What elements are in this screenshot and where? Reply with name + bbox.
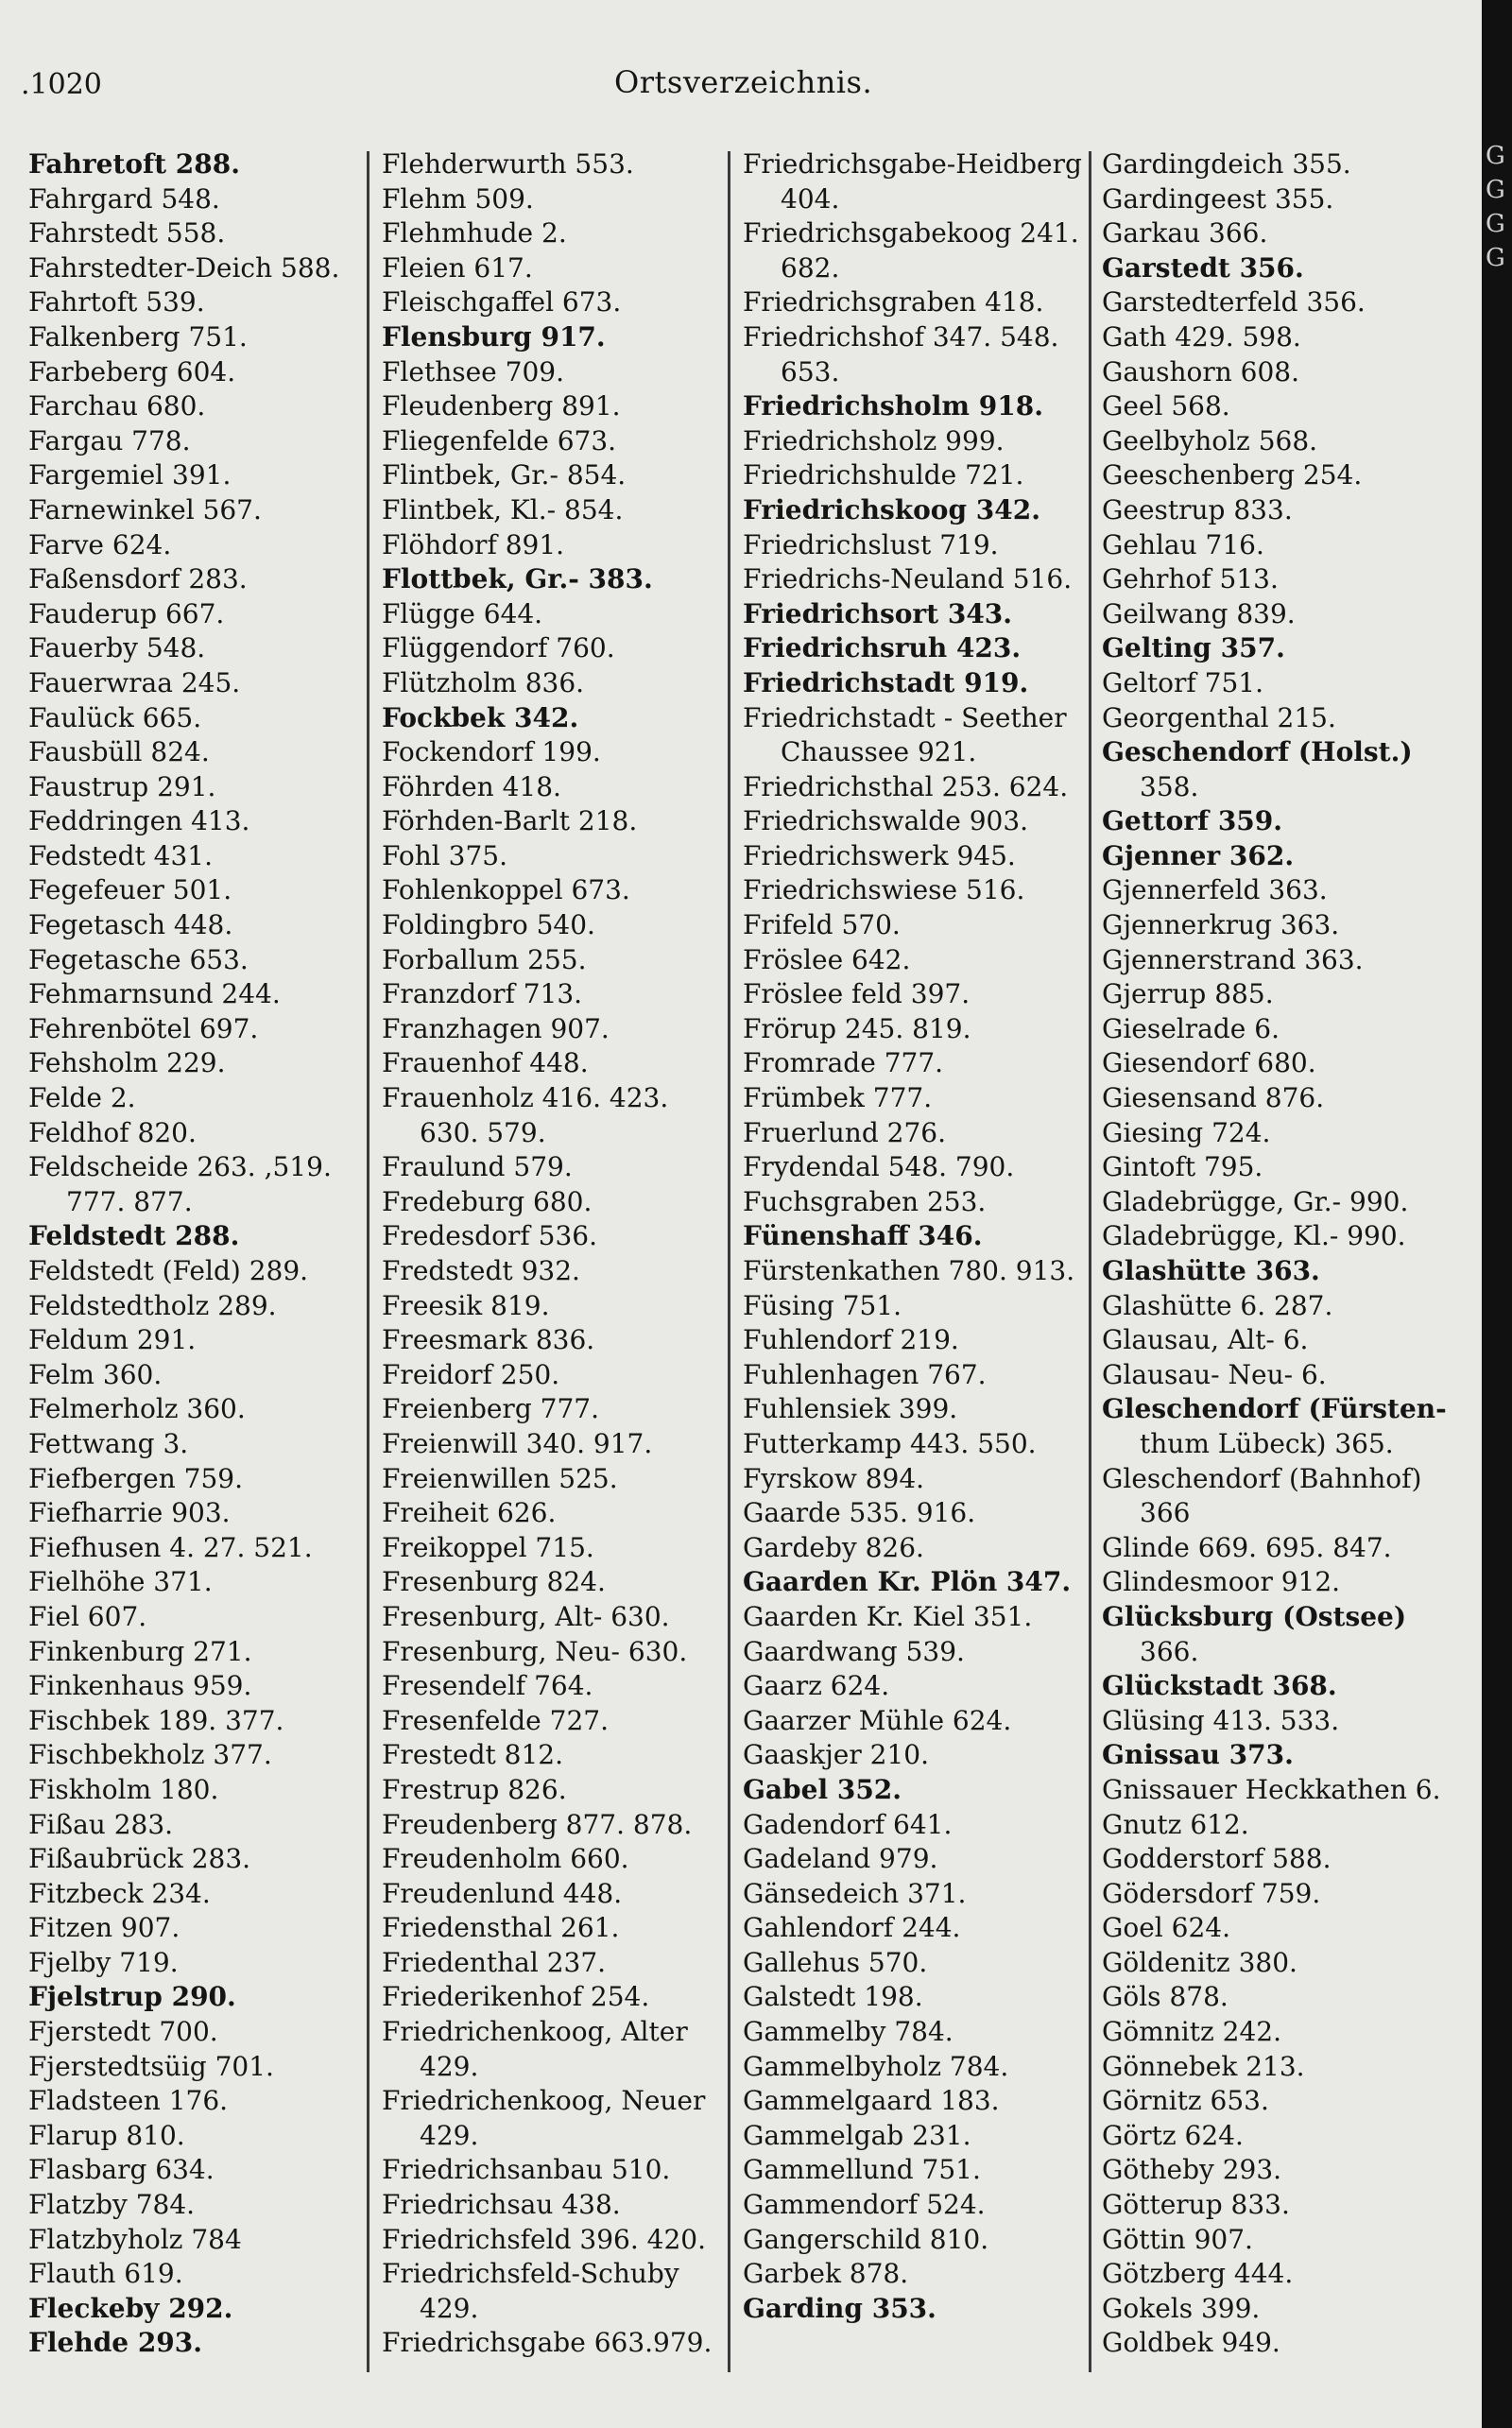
adjacent-page-edge xyxy=(1482,0,1512,2428)
index-entry: Feldhof 820. xyxy=(28,1116,197,1148)
index-entry: Gjennerfeld 363. xyxy=(1102,874,1328,906)
index-entry-continuation: Chaussee 921. xyxy=(781,736,977,768)
index-entry-continuation: 429. xyxy=(420,2292,479,2324)
index-entry: Flöhdorf 891. xyxy=(382,528,565,560)
index-entry: Falkenberg 751. xyxy=(28,320,248,353)
index-entry: Fleien 617. xyxy=(382,251,533,284)
index-entry: Gänsedeich 371. xyxy=(743,1877,967,1909)
index-entry: Feldstedtholz 289. xyxy=(28,1289,277,1321)
index-entry: Fleckeby 292. xyxy=(28,2292,233,2324)
index-entry: Gintoft 795. xyxy=(1102,1151,1263,1183)
edge-letter: G xyxy=(1486,176,1505,204)
index-entry: Freienwillen 525. xyxy=(382,1462,618,1494)
index-entry: Flehde 293. xyxy=(28,2327,203,2359)
index-entry: Franzhagen 907. xyxy=(382,1012,610,1044)
index-entry: Fausbüll 824. xyxy=(28,736,210,768)
index-entry: Fahrstedter-Deich 588. xyxy=(28,251,340,284)
index-entry: Flützholm 836. xyxy=(382,666,585,698)
index-entry: Gaarden Kr. Kiel 351. xyxy=(743,1600,1033,1632)
index-entry: Gleschendorf (Fürsten- xyxy=(1102,1393,1447,1425)
index-entry: Friedrichsgabe-Heidberg xyxy=(743,148,1082,180)
index-entry: Felm 360. xyxy=(28,1358,163,1390)
index-entry: Fresenburg, Alt- 630. xyxy=(382,1600,670,1632)
index-entry: Gjennerstrand 363. xyxy=(1102,943,1364,975)
index-entry: Giesing 724. xyxy=(1102,1116,1271,1148)
index-entry: Fischbek 189. 377. xyxy=(28,1704,284,1736)
edge-letter: G xyxy=(1486,210,1505,238)
index-entry: Görnitz 653. xyxy=(1102,2085,1269,2117)
index-entry: Fyrskow 894. xyxy=(743,1462,925,1494)
index-entry: Flintbek, Gr.- 854. xyxy=(382,459,627,491)
index-entry: Flehmhude 2. xyxy=(382,217,567,250)
index-entry: Finkenburg 271. xyxy=(28,1635,252,1667)
index-entry: Gaarzer Mühle 624. xyxy=(743,1704,1012,1736)
index-entry: Friedrichenkoog, Neuer xyxy=(382,2085,706,2117)
index-entry: Friedrichskoog 342. xyxy=(743,493,1040,525)
index-entry: Gelting 357. xyxy=(1102,632,1285,664)
index-entry: Friedrichsfeld-Schuby xyxy=(382,2258,679,2290)
index-entry: Feldstedt (Feld) 289. xyxy=(28,1255,309,1286)
index-entry: Felde 2. xyxy=(28,1082,136,1114)
index-entry: Glückstadt 368. xyxy=(1102,1670,1337,1702)
index-entry: Goel 624. xyxy=(1102,1912,1230,1944)
index-entry: Flehderwurth 553. xyxy=(382,148,634,180)
column-divider xyxy=(728,151,730,2372)
index-entry: Gallehus 570. xyxy=(743,1946,928,1978)
index-entry: Flensburg 917. xyxy=(382,320,606,353)
index-entry: Friedrichstadt 919. xyxy=(743,666,1029,698)
index-entry: Fohlenkoppel 673. xyxy=(382,874,630,906)
index-entry: Freikoppel 715. xyxy=(382,1531,594,1563)
index-entry: Georgenthal 215. xyxy=(1102,701,1336,733)
index-entry: Friedensthal 261. xyxy=(382,1912,620,1944)
index-entry: Friedrichsgraben 418. xyxy=(743,286,1044,319)
index-entry: Gath 429. 598. xyxy=(1102,320,1301,353)
index-entry: Gjennerkrug 363. xyxy=(1102,909,1340,941)
index-entry: Frydendal 548. 790. xyxy=(743,1151,1015,1183)
index-entry: Fielhöhe 371. xyxy=(28,1566,213,1598)
index-entry: Frauenhof 448. xyxy=(382,1047,589,1079)
index-entry: Flügge 644. xyxy=(382,597,543,629)
index-entry: Friedrichsholm 918. xyxy=(743,390,1043,422)
index-entry: Görtz 624. xyxy=(1102,2119,1244,2151)
index-entry: Götzberg 444. xyxy=(1102,2258,1294,2290)
index-entry: Fehrenbötel 697. xyxy=(28,1012,259,1044)
index-entry: Gladebrügge, Kl.- 990. xyxy=(1102,1220,1406,1252)
index-entry: Gaarden Kr. Plön 347. xyxy=(743,1566,1072,1598)
index-entry: Fleischgaffel 673. xyxy=(382,286,622,319)
index-entry: Fliegenfelde 673. xyxy=(382,424,617,456)
index-entry: Götterup 833. xyxy=(1102,2189,1290,2221)
index-entry: Flatzby 784. xyxy=(28,2189,196,2221)
index-entry: Geel 568. xyxy=(1102,390,1230,422)
edge-letter: G xyxy=(1486,142,1505,170)
index-entry: Fröslee feld 397. xyxy=(743,978,971,1010)
index-entry: Felmerholz 360. xyxy=(28,1393,246,1425)
index-entry: Fettwang 3. xyxy=(28,1427,189,1459)
index-entry: Gönnebek 213. xyxy=(1102,2050,1305,2082)
index-entry: Glücksburg (Ostsee) xyxy=(1102,1600,1407,1632)
index-entry: Geltorf 751. xyxy=(1102,666,1263,698)
index-entry: Faßensdorf 283. xyxy=(28,563,248,595)
index-entry-continuation: 630. 579. xyxy=(420,1116,546,1148)
index-entry: Frörup 245. 819. xyxy=(743,1012,971,1044)
index-entry: Friedrichsgabekoog 241. xyxy=(743,217,1079,250)
index-entry: Fröslee 642. xyxy=(743,943,911,975)
index-entry: Gehrhof 513. xyxy=(1102,563,1279,595)
index-entry: Gammelgaard 183. xyxy=(743,2085,1000,2117)
index-entry: Farnewinkel 567. xyxy=(28,493,262,525)
index-entry: Göls 878. xyxy=(1102,1981,1228,2013)
index-entry: Gettorf 359. xyxy=(1102,805,1283,837)
index-entry-continuation: 653. xyxy=(781,355,840,387)
page-number: .1020 xyxy=(21,68,102,101)
index-entry: Godderstorf 588. xyxy=(1102,1843,1332,1875)
edge-letter: G xyxy=(1486,244,1505,272)
index-entry: Fjerstedtsüig 701. xyxy=(28,2050,274,2082)
index-entry: Glausau, Alt- 6. xyxy=(1102,1324,1309,1356)
index-entry: Föhrden 418. xyxy=(382,770,561,802)
index-column-4 xyxy=(1102,147,1480,2397)
index-entry: Friedrichsfeld 396. 420. xyxy=(382,2223,706,2255)
index-entry: Gardeby 826. xyxy=(743,1531,924,1563)
index-entry: Glausau- Neu- 6. xyxy=(1102,1358,1327,1390)
index-entry: Freesik 819. xyxy=(382,1289,550,1321)
index-entry: Glashütte 363. xyxy=(1102,1255,1320,1286)
index-entry: Gnissauer Heckkathen 6. xyxy=(1102,1773,1441,1805)
index-entry: Gabel 352. xyxy=(743,1773,902,1805)
index-entry-continuation: 366 xyxy=(1140,1497,1191,1529)
index-entry: Giesendorf 680. xyxy=(1102,1047,1316,1079)
index-entry: Fahrgard 548. xyxy=(28,182,220,215)
index-entry: Frestrup 826. xyxy=(382,1773,567,1805)
index-entry: Fürstenkathen 780. 913. xyxy=(743,1255,1075,1286)
index-entry: Fresenburg, Neu- 630. xyxy=(382,1635,688,1667)
index-entry: Fuchsgraben 253. xyxy=(743,1185,987,1217)
index-entry: Fohl 375. xyxy=(382,839,507,871)
index-entry: Friederikenhof 254. xyxy=(382,1981,650,2013)
index-entry: Gladebrügge, Gr.- 990. xyxy=(1102,1185,1409,1217)
index-entry: Friedrichsthal 253. 624. xyxy=(743,770,1069,802)
index-entry: Forballum 255. xyxy=(382,943,587,975)
index-entry: Finkenhaus 959. xyxy=(28,1670,252,1702)
index-entry: Geelbyholz 568. xyxy=(1102,424,1318,456)
index-entry-continuation: 429. xyxy=(420,2050,479,2082)
index-entry: Gammelbyholz 784. xyxy=(743,2050,1009,2082)
index-entry: Gieselrade 6. xyxy=(1102,1012,1280,1044)
index-entry: Friedrichsanbau 510. xyxy=(382,2154,671,2186)
index-entry: Freudenholm 660. xyxy=(382,1843,629,1875)
index-column-2 xyxy=(382,147,722,2397)
index-entry: Farchau 680. xyxy=(28,390,206,422)
index-entry: Glashütte 6. 287. xyxy=(1102,1289,1333,1321)
index-entry: Gardingeest 355. xyxy=(1102,182,1334,215)
index-entry: Flottbek, Gr.- 383. xyxy=(382,563,653,595)
index-entry: Faustrup 291. xyxy=(28,770,216,802)
index-entry-continuation: 366. xyxy=(1140,1635,1199,1667)
index-entry: Fischbekholz 377. xyxy=(28,1739,272,1771)
index-entry: Fuhlendorf 219. xyxy=(743,1324,959,1356)
index-entry: Fraulund 579. xyxy=(382,1151,573,1183)
index-entry: Gleschendorf (Bahnhof) xyxy=(1102,1462,1422,1494)
index-entry: Galstedt 198. xyxy=(743,1981,923,2013)
index-entry: Friedrichsgabe 663.979. xyxy=(382,2327,713,2359)
index-entry: Glüsing 413. 533. xyxy=(1102,1704,1340,1736)
index-entry: Fauderup 667. xyxy=(28,597,225,629)
index-entry: Freudenlund 448. xyxy=(382,1877,623,1909)
index-entry: Gömnitz 242. xyxy=(1102,2016,1282,2048)
index-entry: Fahretoft 288. xyxy=(28,148,240,180)
index-entry: Garkau 366. xyxy=(1102,217,1268,250)
index-entry: Flasbarg 634. xyxy=(28,2154,215,2186)
index-entry: Gnissau 373. xyxy=(1102,1739,1294,1771)
index-entry: Freudenberg 877. 878. xyxy=(382,1808,693,1840)
index-entry-continuation: 777. 877. xyxy=(66,1185,193,1217)
column-divider xyxy=(367,151,369,2372)
index-entry: Glinde 669. 695. 847. xyxy=(1102,1531,1392,1563)
index-entry: Friedrichsau 438. xyxy=(382,2189,621,2221)
index-entry: Fuhlenhagen 767. xyxy=(743,1358,987,1390)
index-entry: Gödersdorf 759. xyxy=(1102,1877,1321,1909)
index-entry: Friedrichswerk 945. xyxy=(743,839,1016,871)
index-entry: Frifeld 570. xyxy=(743,909,901,941)
index-entry: Feldscheide 263. ,519. xyxy=(28,1151,332,1183)
index-entry: Gardingdeich 355. xyxy=(1102,148,1351,180)
index-entry: Fißaubrück 283. xyxy=(28,1843,251,1875)
index-entry: Frümbek 777. xyxy=(743,1082,933,1114)
column-divider xyxy=(1089,151,1091,2372)
index-entry: Fedstedt 431. xyxy=(28,839,214,871)
index-entry-continuation: 682. xyxy=(781,251,840,284)
index-entry: Fegefeuer 501. xyxy=(28,874,232,906)
index-entry: Geilwang 839. xyxy=(1102,597,1296,629)
index-entry: Fredesdorf 536. xyxy=(382,1220,598,1252)
index-entry: Gaaskjer 210. xyxy=(743,1739,929,1771)
index-entry: Göldenitz 380. xyxy=(1102,1946,1297,1978)
index-entry: Gammendorf 524. xyxy=(743,2189,986,2221)
index-entry: Gammellund 751. xyxy=(743,2154,981,2186)
index-entry: Flarup 810. xyxy=(28,2119,185,2151)
index-entry: Fitzbeck 234. xyxy=(28,1877,211,1909)
index-entry: Freidorf 250. xyxy=(382,1358,560,1390)
index-entry: Gahlendorf 244. xyxy=(743,1912,961,1944)
index-entry: Fahrstedt 558. xyxy=(28,217,226,250)
index-entry: Füsing 751. xyxy=(743,1289,902,1321)
index-entry-continuation: thum Lübeck) 365. xyxy=(1140,1427,1394,1459)
index-entry: Gaarde 535. 916. xyxy=(743,1497,976,1529)
index-entry: Gadendorf 641. xyxy=(743,1808,953,1840)
index-entry: Feldstedt 288. xyxy=(28,1220,240,1252)
index-entry: Gammelgab 231. xyxy=(743,2119,971,2151)
index-entry: Fredeburg 680. xyxy=(382,1185,593,1217)
index-entry: Freiheit 626. xyxy=(382,1497,557,1529)
index-entry: Friedrichshulde 721. xyxy=(743,459,1024,491)
index-entry: Friedrichenkoog, Alter xyxy=(382,2016,688,2048)
index-entry: Fuhlensiek 399. xyxy=(743,1393,958,1425)
index-entry: Frestedt 812. xyxy=(382,1739,563,1771)
index-entry: Foldingbro 540. xyxy=(382,909,595,941)
index-entry: Göttin 907. xyxy=(1102,2223,1253,2255)
index-entry: Garbek 878. xyxy=(743,2258,909,2290)
index-entry: Franzdorf 713. xyxy=(382,978,583,1010)
index-entry: Feldum 291. xyxy=(28,1324,197,1356)
index-entry: Fiefharrie 903. xyxy=(28,1497,231,1529)
index-entry: Fünenshaff 346. xyxy=(743,1220,983,1252)
index-entry: Fresenburg 824. xyxy=(382,1566,606,1598)
index-entry: Fahrtoft 539. xyxy=(28,286,205,319)
index-entry: Fegetasche 653. xyxy=(28,943,249,975)
index-entry: Friedrichswalde 903. xyxy=(743,805,1029,837)
index-entry: Flethsee 709. xyxy=(382,355,564,387)
index-entry: Fißau 283. xyxy=(28,1808,174,1840)
index-entry: Garstedterfeld 356. xyxy=(1102,286,1366,319)
index-entry: Glindesmoor 912. xyxy=(1102,1566,1341,1598)
index-column-3 xyxy=(743,147,1083,2397)
index-entry: Geestrup 833. xyxy=(1102,493,1293,525)
index-entry: Flauth 619. xyxy=(28,2258,183,2290)
index-entry: Faulück 665. xyxy=(28,701,202,733)
index-entry: Farbeberg 604. xyxy=(28,355,236,387)
index-entry: Friedenthal 237. xyxy=(382,1946,607,1978)
index-entry: Feddringen 413. xyxy=(28,805,250,837)
index-entry: Fegetasch 448. xyxy=(28,909,233,941)
index-entry: Gadeland 979. xyxy=(743,1843,938,1875)
index-entry: Fitzen 907. xyxy=(28,1912,180,1944)
index-entry: Fiskholm 180. xyxy=(28,1773,219,1805)
index-entry: Fauerby 548. xyxy=(28,632,206,664)
index-entry: Fresendelf 764. xyxy=(382,1670,593,1702)
index-entry: Gjerrup 885. xyxy=(1102,978,1274,1010)
index-entry: Fockendorf 199. xyxy=(382,736,601,768)
index-column-1 xyxy=(28,147,361,2397)
index-entry: Fredstedt 932. xyxy=(382,1255,580,1286)
index-entry: Fjelstrup 290. xyxy=(28,1981,236,2013)
index-entry: Gehlau 716. xyxy=(1102,528,1264,560)
index-entry: Freienberg 777. xyxy=(382,1393,599,1425)
index-entry: Fehmarnsund 244. xyxy=(28,978,281,1010)
index-entry: Friedrichsruh 423. xyxy=(743,632,1022,664)
index-entry: Friedrichs-Neuland 516. xyxy=(743,563,1073,595)
index-entry: Giesensand 876. xyxy=(1102,1082,1325,1114)
index-entry: Garding 353. xyxy=(743,2292,936,2324)
index-entry: Fauerwraa 245. xyxy=(28,666,241,698)
index-entry: Fiefhusen 4. 27. 521. xyxy=(28,1531,313,1563)
index-entry: Flintbek, Kl.- 854. xyxy=(382,493,624,525)
index-entry: Fargau 778. xyxy=(28,424,191,456)
index-entry: Friedrichswiese 516. xyxy=(743,874,1025,906)
index-entry: Fruerlund 276. xyxy=(743,1116,946,1148)
index-entry: Flüggendorf 760. xyxy=(382,632,615,664)
index-entry: Farve 624. xyxy=(28,528,172,560)
index-entry: Friedrichslust 719. xyxy=(743,528,999,560)
index-entry: Götheby 293. xyxy=(1102,2154,1282,2186)
index-entry: Frauenholz 416. 423. xyxy=(382,1082,669,1114)
index-entry: Gnutz 612. xyxy=(1102,1808,1249,1840)
index-entry: Fromrade 777. xyxy=(743,1047,944,1079)
index-entry: Geeschenberg 254. xyxy=(1102,459,1363,491)
index-entry: Gaardwang 539. xyxy=(743,1635,965,1667)
index-entry: Fjelby 719. xyxy=(28,1946,179,1978)
index-entry: Friedrichsort 343. xyxy=(743,597,1013,629)
index-entry: Flehm 509. xyxy=(382,182,534,215)
index-entry: Fockbek 342. xyxy=(382,701,579,733)
index-entry: Garstedt 356. xyxy=(1102,251,1304,284)
index-entry: Gaushorn 608. xyxy=(1102,355,1300,387)
index-entry: Fresenfelde 727. xyxy=(382,1704,609,1736)
index-entry: Fjerstedt 700. xyxy=(28,2016,218,2048)
index-entry: Förhden-Barlt 218. xyxy=(382,805,638,837)
index-entry: Freesmark 836. xyxy=(382,1324,595,1356)
page-title: Ortsverzeichnis. xyxy=(614,64,873,100)
index-entry: Gammelby 784. xyxy=(743,2016,954,2048)
index-entry: Friedrichstadt - Seether xyxy=(743,701,1067,733)
index-entry: Gangerschild 810. xyxy=(743,2223,989,2255)
index-entry: Fladsteen 176. xyxy=(28,2085,229,2117)
index-entry: Futterkamp 443. 550. xyxy=(743,1427,1037,1459)
index-entry: Friedrichshof 347. 548. xyxy=(743,320,1059,353)
index-entry: Gaarz 624. xyxy=(743,1670,890,1702)
index-entry: Gokels 399. xyxy=(1102,2292,1261,2324)
index-entry: Flatzbyholz 784 xyxy=(28,2223,242,2255)
index-entry: Goldbek 949. xyxy=(1102,2327,1280,2359)
index-entry: Geschendorf (Holst.) xyxy=(1102,736,1413,768)
index-entry-continuation: 404. xyxy=(781,182,840,215)
index-entry: Freienwill 340. 917. xyxy=(382,1427,653,1459)
index-entry-continuation: 358. xyxy=(1140,770,1199,802)
index-entry: Fleudenberg 891. xyxy=(382,390,621,422)
index-entry: Fehsholm 229. xyxy=(28,1047,226,1079)
index-entry: Friedrichsholz 999. xyxy=(743,424,1005,456)
index-entry: Fiel 607. xyxy=(28,1600,147,1632)
index-entry: Gjenner 362. xyxy=(1102,839,1295,871)
index-entry: Fiefbergen 759. xyxy=(28,1462,243,1494)
index-entry-continuation: 429. xyxy=(420,2119,479,2151)
index-entry: Fargemiel 391. xyxy=(28,459,232,491)
